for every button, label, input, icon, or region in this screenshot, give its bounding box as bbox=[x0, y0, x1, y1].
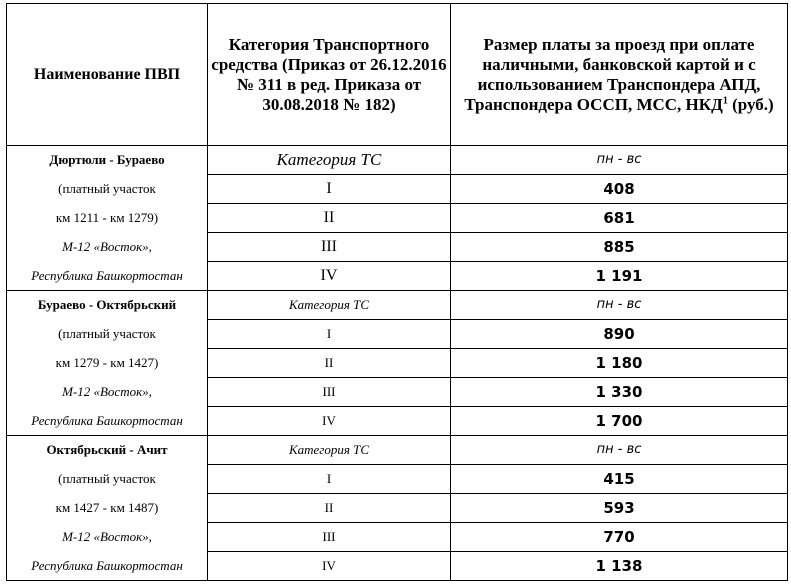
category-cell: IV bbox=[208, 262, 451, 291]
segment-detail: км 1427 - км 1487) bbox=[7, 494, 208, 523]
category-cell: II bbox=[208, 494, 451, 523]
days-header: пн - вс bbox=[451, 291, 788, 320]
price-cell: 415 bbox=[451, 465, 788, 494]
price-cell: 1 180 bbox=[451, 349, 788, 378]
header-name: Наименование ПВП bbox=[7, 4, 208, 146]
segment-detail: км 1279 - км 1427) bbox=[7, 349, 208, 378]
category-cell: I bbox=[208, 175, 451, 204]
segment-title: Октябрьский - Ачит bbox=[7, 436, 208, 465]
price-cell: 770 bbox=[451, 523, 788, 552]
segment-region: Республика Башкортостан bbox=[7, 262, 208, 291]
segment-title: Дюртюли - Бураево bbox=[7, 146, 208, 175]
category-header: Категория ТС bbox=[208, 291, 451, 320]
table-row bbox=[7, 291, 788, 320]
category-cell: I bbox=[208, 320, 451, 349]
segment-title: Бураево - Октябрьский bbox=[7, 291, 208, 320]
category-header: Категория ТС bbox=[208, 436, 451, 465]
segment-detail: (платный участок bbox=[7, 465, 208, 494]
category-cell: IV bbox=[208, 552, 451, 581]
segment-region: Республика Башкортостан bbox=[7, 407, 208, 436]
category-header: Категория ТС bbox=[208, 146, 451, 175]
segment-road: М-12 «Восток», bbox=[7, 523, 208, 552]
category-cell: III bbox=[208, 233, 451, 262]
table-row bbox=[7, 407, 788, 436]
header-fee-unit: (руб.) bbox=[727, 94, 774, 114]
category-cell: III bbox=[208, 378, 451, 407]
price-cell: 408 bbox=[451, 175, 788, 204]
price-cell: 1 138 bbox=[451, 552, 788, 581]
table-row bbox=[7, 262, 788, 291]
segment-road: М-12 «Восток», bbox=[7, 378, 208, 407]
header-category: Категория Транспортного средства (Приказ от 26.12.2016 № 311 в ред. Приказа от 30.08.2018 № 182) bbox=[208, 4, 451, 146]
header-fee bbox=[451, 4, 788, 146]
price-cell: 593 bbox=[451, 494, 788, 523]
table-row bbox=[7, 204, 788, 233]
segment-detail: (платный участок bbox=[7, 320, 208, 349]
segment-detail: (платный участок bbox=[7, 175, 208, 204]
table-row bbox=[7, 146, 788, 175]
table-row bbox=[7, 349, 788, 378]
price-cell: 885 bbox=[451, 233, 788, 262]
table-row bbox=[7, 378, 788, 407]
table-row bbox=[7, 233, 788, 262]
table-header-row bbox=[7, 4, 788, 146]
price-cell: 1 330 bbox=[451, 378, 788, 407]
segment-detail: км 1211 - км 1279) bbox=[7, 204, 208, 233]
category-cell: II bbox=[208, 349, 451, 378]
category-cell: III bbox=[208, 523, 451, 552]
category-cell: IV bbox=[208, 407, 451, 436]
days-header: пн - вс bbox=[451, 146, 788, 175]
table-row bbox=[7, 436, 788, 465]
table-row bbox=[7, 523, 788, 552]
header-fee-text: Размер платы за проезд при оплате наличными, банковской картой и с использованием Транспондера АПД, Транспондера ОССП, МСС, НКД bbox=[464, 34, 761, 114]
tariff-table bbox=[6, 3, 788, 581]
price-cell: 1 191 bbox=[451, 262, 788, 291]
table-row bbox=[7, 494, 788, 523]
table-row bbox=[7, 320, 788, 349]
category-cell: II bbox=[208, 204, 451, 233]
days-header: пн - вс bbox=[451, 436, 788, 465]
segment-region: Республика Башкортостан bbox=[7, 552, 208, 581]
table-row bbox=[7, 175, 788, 204]
category-cell: I bbox=[208, 465, 451, 494]
price-cell: 890 bbox=[451, 320, 788, 349]
price-cell: 681 bbox=[451, 204, 788, 233]
price-cell: 1 700 bbox=[451, 407, 788, 436]
header-fee-footnote: 1 bbox=[722, 94, 728, 106]
segment-road: М-12 «Восток», bbox=[7, 233, 208, 262]
table-row bbox=[7, 552, 788, 581]
table-row bbox=[7, 465, 788, 494]
